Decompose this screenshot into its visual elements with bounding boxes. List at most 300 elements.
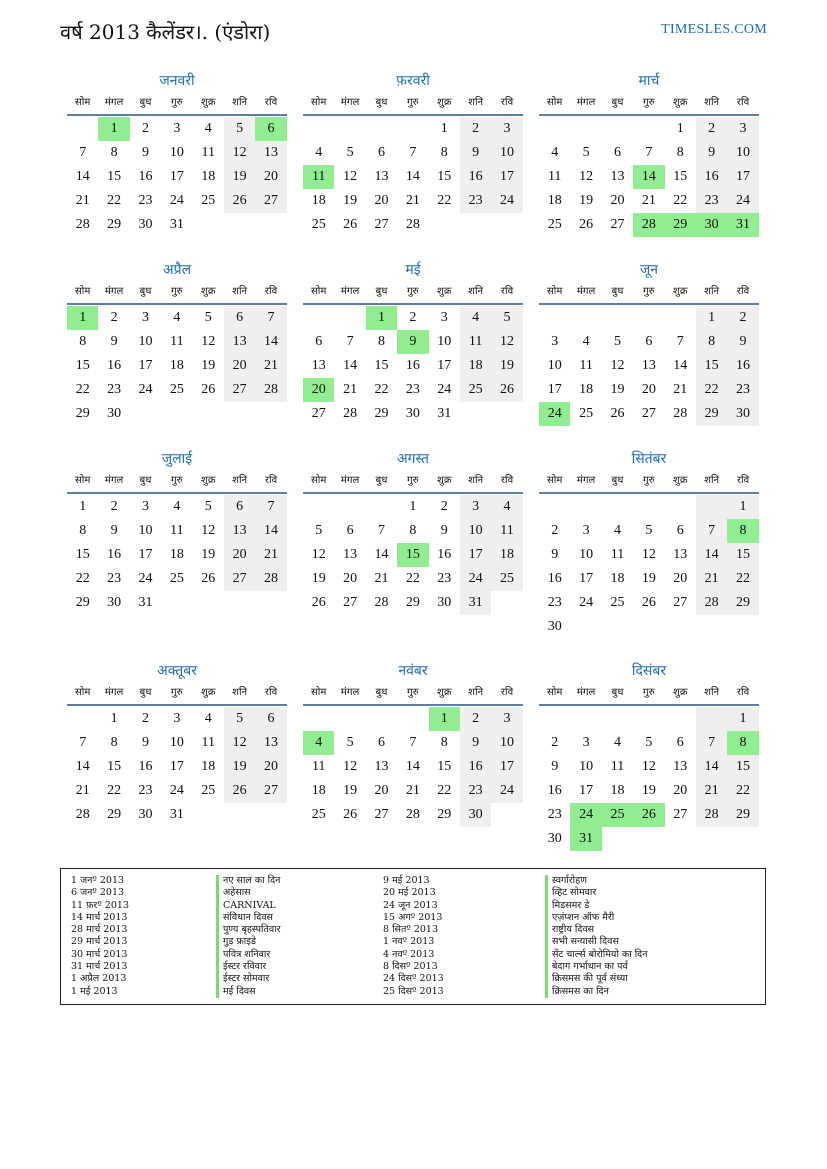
day-cell: 29 [405, 595, 420, 610]
weekday-label: सोम [547, 97, 563, 108]
empty-cell [491, 402, 522, 426]
day-cell: 17 [437, 358, 452, 373]
day-cell: 17 [460, 543, 491, 567]
weekday-label: शुक्र [673, 286, 688, 297]
day-cell: 24 [491, 189, 522, 213]
day-cell: 6 [676, 523, 684, 538]
day-cell: 20 [641, 382, 656, 397]
day-cell: 13 [374, 169, 389, 184]
empty-cell [602, 707, 633, 731]
weekday-label: मंगल [576, 687, 596, 698]
holiday-date: 6 जनº 2013 [71, 887, 125, 899]
empty-cell [397, 707, 428, 731]
weekday-label: बुध [139, 687, 152, 698]
empty-cell [491, 803, 522, 827]
day-cell: 5 [224, 707, 255, 731]
day-cell: 12 [224, 141, 255, 165]
day-cell: 14 [405, 169, 420, 184]
month-name: अप्रैल [162, 262, 192, 278]
weekday-header [67, 281, 287, 305]
holiday-date: 25 दिसº 2013 [383, 985, 444, 997]
day-cell: 15 [397, 543, 428, 567]
empty-cell [665, 707, 696, 731]
day-cell: 21 [673, 382, 688, 397]
day-cell: 1 [79, 499, 87, 514]
day-cell: 24 [169, 783, 184, 798]
day-grid [539, 495, 759, 639]
weekday-label: शनि [704, 475, 720, 486]
day-cell: 15 [75, 547, 90, 562]
month-name: जून [639, 262, 659, 278]
empty-cell [161, 591, 192, 615]
legend-dates-2 [383, 875, 444, 998]
legend-dates-1 [71, 875, 129, 998]
weekday-label: गुरु [407, 286, 419, 297]
day-cell: 23 [107, 382, 122, 397]
day-cell: 26 [311, 595, 326, 610]
day-cell: 18 [201, 759, 216, 774]
empty-cell [727, 827, 758, 851]
weekday-label: मंगल [576, 97, 596, 108]
weekday-label: सोम [311, 286, 327, 297]
day-cell: 21 [75, 193, 90, 208]
day-cell: 10 [727, 141, 758, 165]
weekday-label: गुरु [643, 475, 655, 486]
day-cell: 28 [255, 567, 286, 591]
empty-cell [161, 402, 192, 426]
day-cell: 30 [138, 807, 153, 822]
holiday-name: एज़ंप्शन ऑफ मैरी [545, 912, 647, 924]
day-cell: 22 [673, 193, 688, 208]
weekday-label: बुध [375, 286, 388, 297]
empty-cell [303, 117, 334, 141]
day-cell: 21 [405, 193, 420, 208]
day-cell: 8 [440, 735, 448, 750]
day-cell: 1 [440, 121, 448, 136]
day-cell: 28 [633, 213, 664, 237]
day-cell: 31 [437, 406, 452, 421]
weekday-label: बुध [139, 97, 152, 108]
empty-cell [303, 495, 334, 519]
day-cell: 7 [696, 731, 727, 755]
month-name: जुलाई [161, 451, 193, 467]
day-cell: 3 [460, 495, 491, 519]
day-cell: 30 [460, 803, 491, 827]
day-cell: 12 [641, 547, 656, 562]
day-cell: 20 [224, 543, 255, 567]
empty-cell [303, 306, 334, 330]
day-cell: 26 [224, 189, 255, 213]
weekday-label: शनि [468, 97, 484, 108]
empty-cell [491, 213, 522, 237]
day-cell: 23 [547, 595, 562, 610]
day-cell: 29 [75, 595, 90, 610]
day-cell: 16 [727, 354, 758, 378]
holiday-name: ईस्टर सोमवार [216, 973, 281, 985]
day-cell: 16 [460, 165, 491, 189]
day-cell: 20 [343, 571, 358, 586]
day-cell: 7 [79, 735, 87, 750]
day-cell: 14 [633, 165, 664, 189]
day-cell: 27 [224, 378, 255, 402]
day-cell: 29 [107, 807, 122, 822]
day-cell: 25 [201, 783, 216, 798]
empty-cell [570, 615, 601, 639]
day-cell: 26 [201, 571, 216, 586]
day-cell: 13 [610, 169, 625, 184]
day-cell: 20 [673, 783, 688, 798]
day-cell: 9 [397, 330, 428, 354]
day-cell: 3 [173, 121, 181, 136]
day-cell: 11 [201, 145, 215, 160]
day-cell: 4 [613, 735, 621, 750]
empty-cell [665, 495, 696, 519]
day-cell: 4 [613, 523, 621, 538]
day-cell: 30 [405, 406, 420, 421]
day-cell: 6 [315, 334, 323, 349]
weekday-label: गुरु [407, 475, 419, 486]
day-cell: 9 [727, 330, 758, 354]
month-name: नवंबर [398, 663, 428, 679]
day-cell: 20 [374, 193, 389, 208]
day-cell: 10 [138, 334, 153, 349]
day-cell: 22 [107, 783, 122, 798]
day-cell: 25 [491, 567, 522, 591]
holiday-name: क्रिसमस की पूर्व संध्या [545, 973, 647, 985]
day-cell: 6 [676, 735, 684, 750]
weekday-label: शुक्र [437, 97, 452, 108]
holiday-name: संविधान दिवस [216, 912, 281, 924]
day-cell: 28 [696, 803, 727, 827]
day-cell: 4 [491, 495, 522, 519]
day-cell: 3 [582, 735, 590, 750]
day-grid [303, 707, 523, 827]
empty-cell [539, 707, 570, 731]
weekday-label: सोम [311, 687, 327, 698]
day-cell: 30 [437, 595, 452, 610]
day-cell: 19 [224, 165, 255, 189]
day-cell: 15 [374, 358, 389, 373]
empty-cell [727, 615, 758, 639]
day-cell: 16 [405, 358, 420, 373]
weekday-label: रवि [736, 687, 750, 698]
weekday-header [539, 682, 759, 706]
weekday-header [67, 682, 287, 706]
empty-cell [460, 213, 491, 237]
day-cell: 29 [107, 217, 122, 232]
holiday-date: 30 मार्च 2013 [71, 948, 128, 960]
weekday-label: शनि [232, 97, 248, 108]
empty-cell [602, 615, 633, 639]
day-cell: 8 [409, 523, 417, 538]
day-cell: 21 [405, 783, 420, 798]
day-cell: 18 [491, 543, 522, 567]
day-cell: 3 [491, 707, 522, 731]
weekday-label: मंगल [340, 286, 360, 297]
empty-cell [539, 495, 570, 519]
day-cell: 21 [255, 354, 286, 378]
day-cell: 6 [255, 707, 286, 731]
weekday-label: शनि [704, 286, 720, 297]
day-cell: 16 [107, 547, 122, 562]
day-cell: 11 [201, 735, 215, 750]
weekday-label: सोम [547, 475, 563, 486]
holiday-date: 29 मार्च 2013 [71, 936, 128, 948]
weekday-label: मंगल [576, 475, 596, 486]
weekday-label: मंगल [104, 286, 124, 297]
weekday-label: बुध [375, 97, 388, 108]
day-grid [303, 117, 523, 237]
day-cell: 3 [141, 499, 149, 514]
day-cell: 23 [696, 189, 727, 213]
day-cell: 13 [255, 731, 286, 755]
day-cell: 12 [491, 330, 522, 354]
day-cell: 18 [579, 382, 594, 397]
day-cell: 7 [377, 523, 385, 538]
day-cell: 30 [727, 402, 758, 426]
weekday-label: बुध [375, 475, 388, 486]
holiday-name: व्हिट सोमवार [545, 887, 647, 899]
day-cell: 7 [409, 735, 417, 750]
empty-cell [570, 707, 601, 731]
day-cell: 13 [673, 759, 688, 774]
empty-cell [255, 591, 286, 615]
day-cell: 1 [98, 117, 129, 141]
day-cell: 13 [224, 519, 255, 543]
weekday-label: शुक्र [201, 97, 216, 108]
weekday-label: रवि [264, 475, 278, 486]
day-cell: 18 [201, 169, 216, 184]
day-cell: 9 [141, 145, 149, 160]
weekday-label: गुरु [171, 687, 183, 698]
day-cell: 8 [440, 145, 448, 160]
empty-cell [665, 827, 696, 851]
day-cell: 4 [173, 499, 181, 514]
day-cell: 26 [343, 217, 358, 232]
day-grid [539, 306, 759, 426]
day-cell: 29 [374, 406, 389, 421]
month-calendar [539, 70, 759, 237]
day-cell: 28 [405, 807, 420, 822]
day-cell: 18 [169, 358, 184, 373]
day-cell: 12 [610, 358, 625, 373]
weekday-label: रवि [736, 286, 750, 297]
empty-cell [696, 827, 727, 851]
holiday-name: बेदाग गर्भाधान का पर्व [545, 961, 647, 973]
day-cell: 17 [727, 165, 758, 189]
day-cell: 23 [727, 378, 758, 402]
empty-cell [366, 117, 397, 141]
month-name: अक्तूबर [157, 663, 197, 679]
day-cell: 8 [696, 330, 727, 354]
day-cell: 23 [107, 571, 122, 586]
month-name: फ़रवरी [396, 73, 430, 89]
weekday-label: शनि [232, 286, 248, 297]
weekday-label: रवि [264, 687, 278, 698]
day-cell: 13 [673, 547, 688, 562]
day-cell: 31 [138, 595, 153, 610]
day-cell: 23 [405, 382, 420, 397]
day-cell: 20 [224, 354, 255, 378]
day-cell: 19 [201, 547, 216, 562]
day-cell: 6 [255, 117, 286, 141]
empty-cell [366, 707, 397, 731]
weekday-label: रवि [500, 97, 514, 108]
day-cell: 13 [641, 358, 656, 373]
empty-cell [255, 213, 286, 237]
empty-cell [397, 117, 428, 141]
day-cell: 28 [75, 807, 90, 822]
empty-cell [696, 707, 727, 731]
day-cell: 11 [303, 165, 334, 189]
day-cell: 27 [255, 779, 286, 803]
day-cell: 6 [613, 145, 621, 160]
day-cell: 2 [460, 707, 491, 731]
day-cell: 3 [141, 310, 149, 325]
day-cell: 2 [696, 117, 727, 141]
day-cell: 17 [579, 571, 594, 586]
day-cell: 13 [343, 547, 358, 562]
weekday-header [67, 470, 287, 494]
weekday-label: बुध [611, 687, 624, 698]
weekday-label: शुक्र [437, 687, 452, 698]
empty-cell [460, 402, 491, 426]
holiday-date: 20 मई 2013 [383, 887, 436, 899]
empty-cell [570, 306, 601, 330]
empty-cell [539, 117, 570, 141]
holiday-name: CARNIVAL [216, 900, 281, 912]
month-calendar [303, 448, 523, 615]
day-cell: 6 [346, 523, 354, 538]
holiday-name: मिडसमर डे [545, 900, 647, 912]
empty-cell [570, 117, 601, 141]
empty-cell [633, 495, 664, 519]
day-cell: 13 [255, 141, 286, 165]
holiday-date: 8 दिसº 2013 [383, 961, 438, 973]
day-cell: 9 [696, 141, 727, 165]
day-cell: 28 [673, 406, 688, 421]
day-cell: 12 [343, 759, 358, 774]
day-cell: 31 [727, 213, 758, 237]
weekday-label: शनि [232, 687, 248, 698]
day-grid [539, 707, 759, 851]
holiday-date: 1 नवº 2013 [383, 936, 435, 948]
empty-cell [491, 591, 522, 615]
day-cell: 22 [75, 382, 90, 397]
weekday-label: शनि [468, 475, 484, 486]
day-cell: 29 [665, 213, 696, 237]
month-name: मई [405, 262, 421, 278]
day-cell: 5 [315, 523, 323, 538]
day-cell: 25 [311, 217, 326, 232]
day-cell: 15 [437, 169, 452, 184]
day-cell: 2 [110, 499, 118, 514]
day-cell: 16 [547, 783, 562, 798]
day-cell: 15 [107, 169, 122, 184]
empty-cell [303, 707, 334, 731]
month-calendar [303, 259, 523, 426]
day-cell: 14 [673, 358, 688, 373]
empty-cell [633, 117, 664, 141]
day-cell: 19 [641, 783, 656, 798]
day-cell: 15 [696, 354, 727, 378]
day-cell: 30 [696, 213, 727, 237]
day-cell: 18 [547, 193, 562, 208]
day-cell: 24 [539, 402, 570, 426]
day-cell: 17 [138, 547, 153, 562]
day-cell: 28 [405, 217, 420, 232]
day-cell: 20 [673, 571, 688, 586]
empty-cell [665, 615, 696, 639]
day-cell: 17 [491, 165, 522, 189]
weekday-label: गुरु [643, 286, 655, 297]
weekday-label: बुध [611, 97, 624, 108]
holiday-name: क्रिसमस का दिन [545, 986, 647, 998]
day-cell: 19 [224, 755, 255, 779]
day-cell: 18 [610, 783, 625, 798]
day-cell: 25 [460, 378, 491, 402]
day-cell: 17 [138, 358, 153, 373]
weekday-label: रवि [500, 687, 514, 698]
weekday-label: मंगल [104, 475, 124, 486]
weekday-label: शुक्र [201, 687, 216, 698]
day-cell: 29 [437, 807, 452, 822]
day-cell: 12 [311, 547, 326, 562]
day-cell: 16 [138, 759, 153, 774]
day-cell: 25 [610, 595, 625, 610]
day-cell: 3 [440, 310, 448, 325]
day-cell: 30 [138, 217, 153, 232]
empty-cell [633, 827, 664, 851]
day-cell: 1 [110, 711, 118, 726]
day-cell: 23 [437, 571, 452, 586]
day-cell: 9 [551, 547, 559, 562]
day-cell: 11 [491, 519, 522, 543]
day-cell: 19 [343, 783, 358, 798]
day-cell: 1 [696, 306, 727, 330]
weekday-label: शनि [468, 286, 484, 297]
legend-names-1 [216, 875, 281, 998]
weekday-label: बुध [611, 286, 624, 297]
day-cell: 6 [224, 306, 255, 330]
empty-cell [696, 615, 727, 639]
weekday-label: शुक्र [437, 286, 452, 297]
weekday-label: रवि [736, 475, 750, 486]
holiday-date: 31 मार्च 2013 [71, 961, 128, 973]
day-cell: 22 [75, 571, 90, 586]
holiday-name: अहेसास [216, 887, 281, 899]
holiday-date: 24 जून 2013 [383, 899, 438, 911]
day-cell: 22 [405, 571, 420, 586]
day-cell: 25 [169, 382, 184, 397]
site-link[interactable]: TIMESLES.COM [661, 22, 767, 37]
empty-cell [633, 615, 664, 639]
month-name: दिसंबर [631, 663, 667, 679]
day-cell: 22 [696, 378, 727, 402]
weekday-label: मंगल [340, 687, 360, 698]
empty-cell [255, 803, 286, 827]
weekday-label: सोम [311, 475, 327, 486]
day-cell: 16 [107, 358, 122, 373]
day-cell: 13 [224, 330, 255, 354]
empty-cell [224, 402, 255, 426]
day-cell: 27 [673, 807, 688, 822]
empty-cell [193, 591, 224, 615]
day-cell: 6 [377, 145, 385, 160]
day-cell: 18 [311, 783, 326, 798]
weekday-label: गुरु [407, 687, 419, 698]
weekday-label: मंगल [576, 286, 596, 297]
